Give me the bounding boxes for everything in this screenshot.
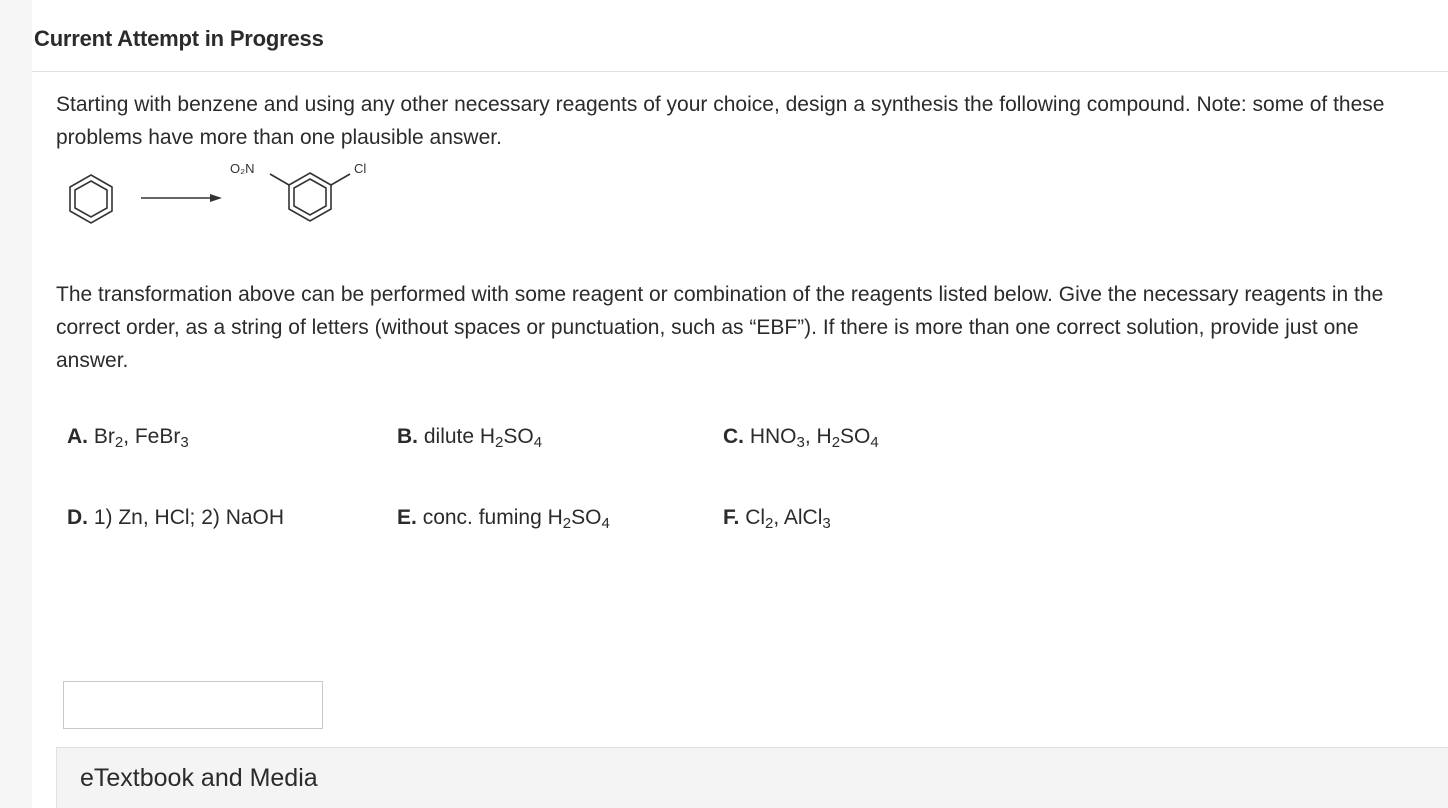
reagent-text: HNO [749,425,797,448]
reagent-text: , FeBr [123,425,181,448]
reagent-text: SO [571,506,602,529]
reagent-text: Br [93,425,115,448]
product-structure [270,173,350,221]
reagent-subscript: 4 [601,515,610,532]
page-title: Current Attempt in Progress [34,26,324,51]
reagent-option-a [67,425,189,449]
reagent-subscript: 2 [114,434,124,451]
reaction-scheme [56,155,396,245]
reagent-letter: D. [67,506,88,529]
question-instructions: The transformation above can be performed with some reagent or combination of the reagents listed below. Give the necessary reagents in the correct order, as a string of letters (without spaces or punctuation, such as “EBF”). If there is more than one correct solution, provide just one answer. [56,283,1384,372]
reagent-text: 1) Zn, HCl; 2) NaOH [93,506,285,529]
reagent-subscript: 2 [562,515,572,532]
benzene-structure [70,175,112,223]
reaction-scheme-drawing [56,155,396,245]
reagent-letter: C. [723,425,744,448]
reagent-text: SO [840,425,871,448]
reagent-option-e [397,506,610,530]
reagent-text: dilute H [423,425,496,448]
left-margin-strip [0,0,32,808]
reagent-letter: A. [67,425,88,448]
reaction-arrow-icon [141,194,222,202]
reagent-option-b [397,425,542,449]
reagent-subscript: 2 [495,434,504,451]
reagent-option-f [723,506,831,530]
reagent-text: conc. fuming H [422,506,563,529]
nitro-substituent-label: O₂N [230,161,255,176]
header-divider [32,71,1448,72]
etextbook-and-media-panel[interactable] [56,747,1448,808]
reagent-subscript: 2 [765,515,774,532]
reagent-letter: E. [397,506,417,529]
reagent-letter: B. [397,425,418,448]
reagent-subscript: 3 [180,434,189,451]
reagent-subscript: 4 [533,434,543,451]
question-prompt: Starting with benzene and using any other necessary reagents of your choice, design a synthesis the following compound. Note: some of these problems have more than one plausible answer. [56,93,1385,149]
reagent-text: Cl [745,506,766,529]
reagent-letter: F. [723,506,740,529]
reagent-subscript: 2 [831,434,841,451]
reagent-subscript: 4 [870,434,879,451]
reagent-subscript: 3 [796,434,805,451]
reagent-text: SO [503,425,534,448]
reagent-option-d [67,506,284,530]
reagent-subscript: 3 [822,515,831,532]
reagent-text: , AlCl [773,506,823,529]
chloro-substituent-label: Cl [354,161,367,176]
answer-input[interactable] [63,681,323,729]
etextbook-and-media-label: eTextbook and Media [80,764,318,792]
reagent-text: , H [804,425,832,448]
reagent-option-c [723,425,879,449]
